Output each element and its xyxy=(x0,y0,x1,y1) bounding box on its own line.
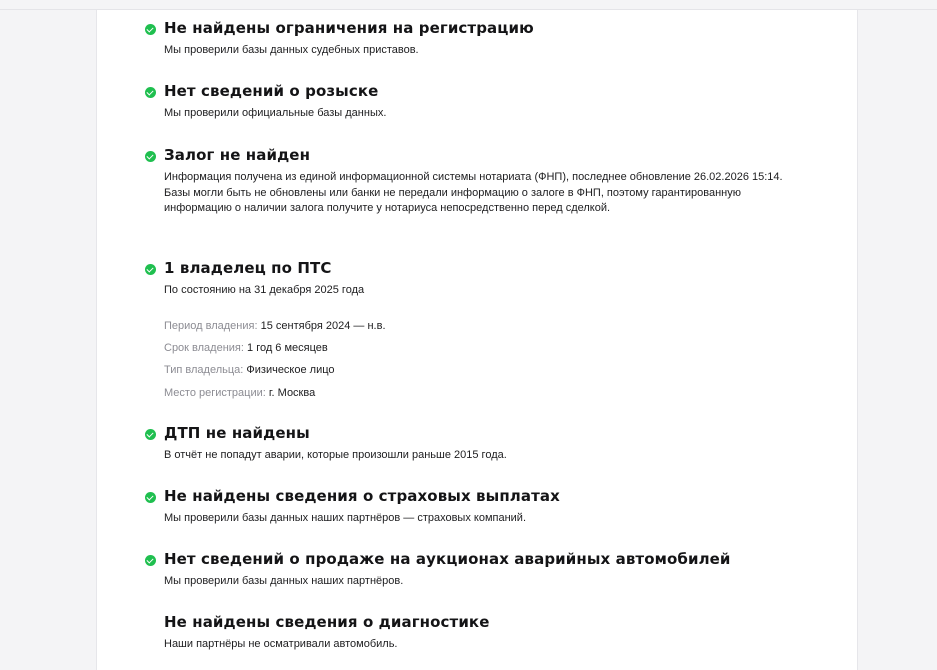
section-title: Нет сведений о розыске xyxy=(164,82,379,100)
section-description: Мы проверили базы данных судебных приставов. xyxy=(164,44,419,56)
owner-type-value: Физическое лицо xyxy=(246,364,335,376)
check-circle-icon xyxy=(145,555,156,566)
owner-type-label: Тип владельца: xyxy=(164,364,244,376)
section-description: В отчёт не попадут аварии, которые произошли раньше 2015 года. xyxy=(164,449,507,461)
section-title: Залог не найден xyxy=(164,146,311,164)
owner-period-value: 15 сентября 2024 — н.в. xyxy=(260,320,386,332)
section-title: ДТП не найдены xyxy=(164,424,310,442)
section-title: Не найдены сведения о страховых выплатах xyxy=(164,487,560,505)
top-divider xyxy=(0,0,937,10)
section-description: Наши партнёры не осматривали автомобиль. xyxy=(164,638,398,650)
owner-term-value: 1 год 6 месяцев xyxy=(247,342,328,354)
section-title: Не найдены сведения о диагностике xyxy=(164,613,490,631)
section-description: Информация получена из единой информационной системы нотариата (ФНП), последнее обновление 26.02.2026 15:14. Базы могли быть не обновлены или банки не передали информацию о залоге в ФНП, поэтому гарантированную информацию о наличии залога получите у нотариуса непосредственно перед сделкой. xyxy=(164,171,783,214)
section-description: Мы проверили базы данных наших партнёров — страховых компаний. xyxy=(164,512,527,524)
section-description: Мы проверили базы данных наших партнёров. xyxy=(164,575,404,587)
owner-type xyxy=(164,363,335,377)
check-circle-icon xyxy=(145,492,156,503)
check-circle-icon xyxy=(145,264,156,275)
section-title: Нет сведений о продаже на аукционах аварийных автомобилей xyxy=(164,550,731,568)
check-circle-icon xyxy=(145,151,156,162)
section-description: Мы проверили официальные базы данных. xyxy=(164,107,387,119)
owner-place xyxy=(164,386,315,400)
report-card xyxy=(96,10,858,670)
owner-period-label: Период владения: xyxy=(164,320,258,332)
section-title: Не найдены ограничения на регистрацию xyxy=(164,19,534,37)
owner-period xyxy=(164,319,386,333)
check-circle-icon xyxy=(145,24,156,35)
owner-term-label: Срок владения: xyxy=(164,342,244,354)
section-title: 1 владелец по ПТС xyxy=(164,259,332,277)
owner-place-label: Место регистрации: xyxy=(164,387,266,399)
check-circle-icon xyxy=(145,429,156,440)
check-circle-icon xyxy=(145,87,156,98)
owner-term xyxy=(164,341,328,355)
section-description: По состоянию на 31 декабря 2025 года xyxy=(164,284,365,296)
owner-place-value: г. Москва xyxy=(268,387,316,399)
